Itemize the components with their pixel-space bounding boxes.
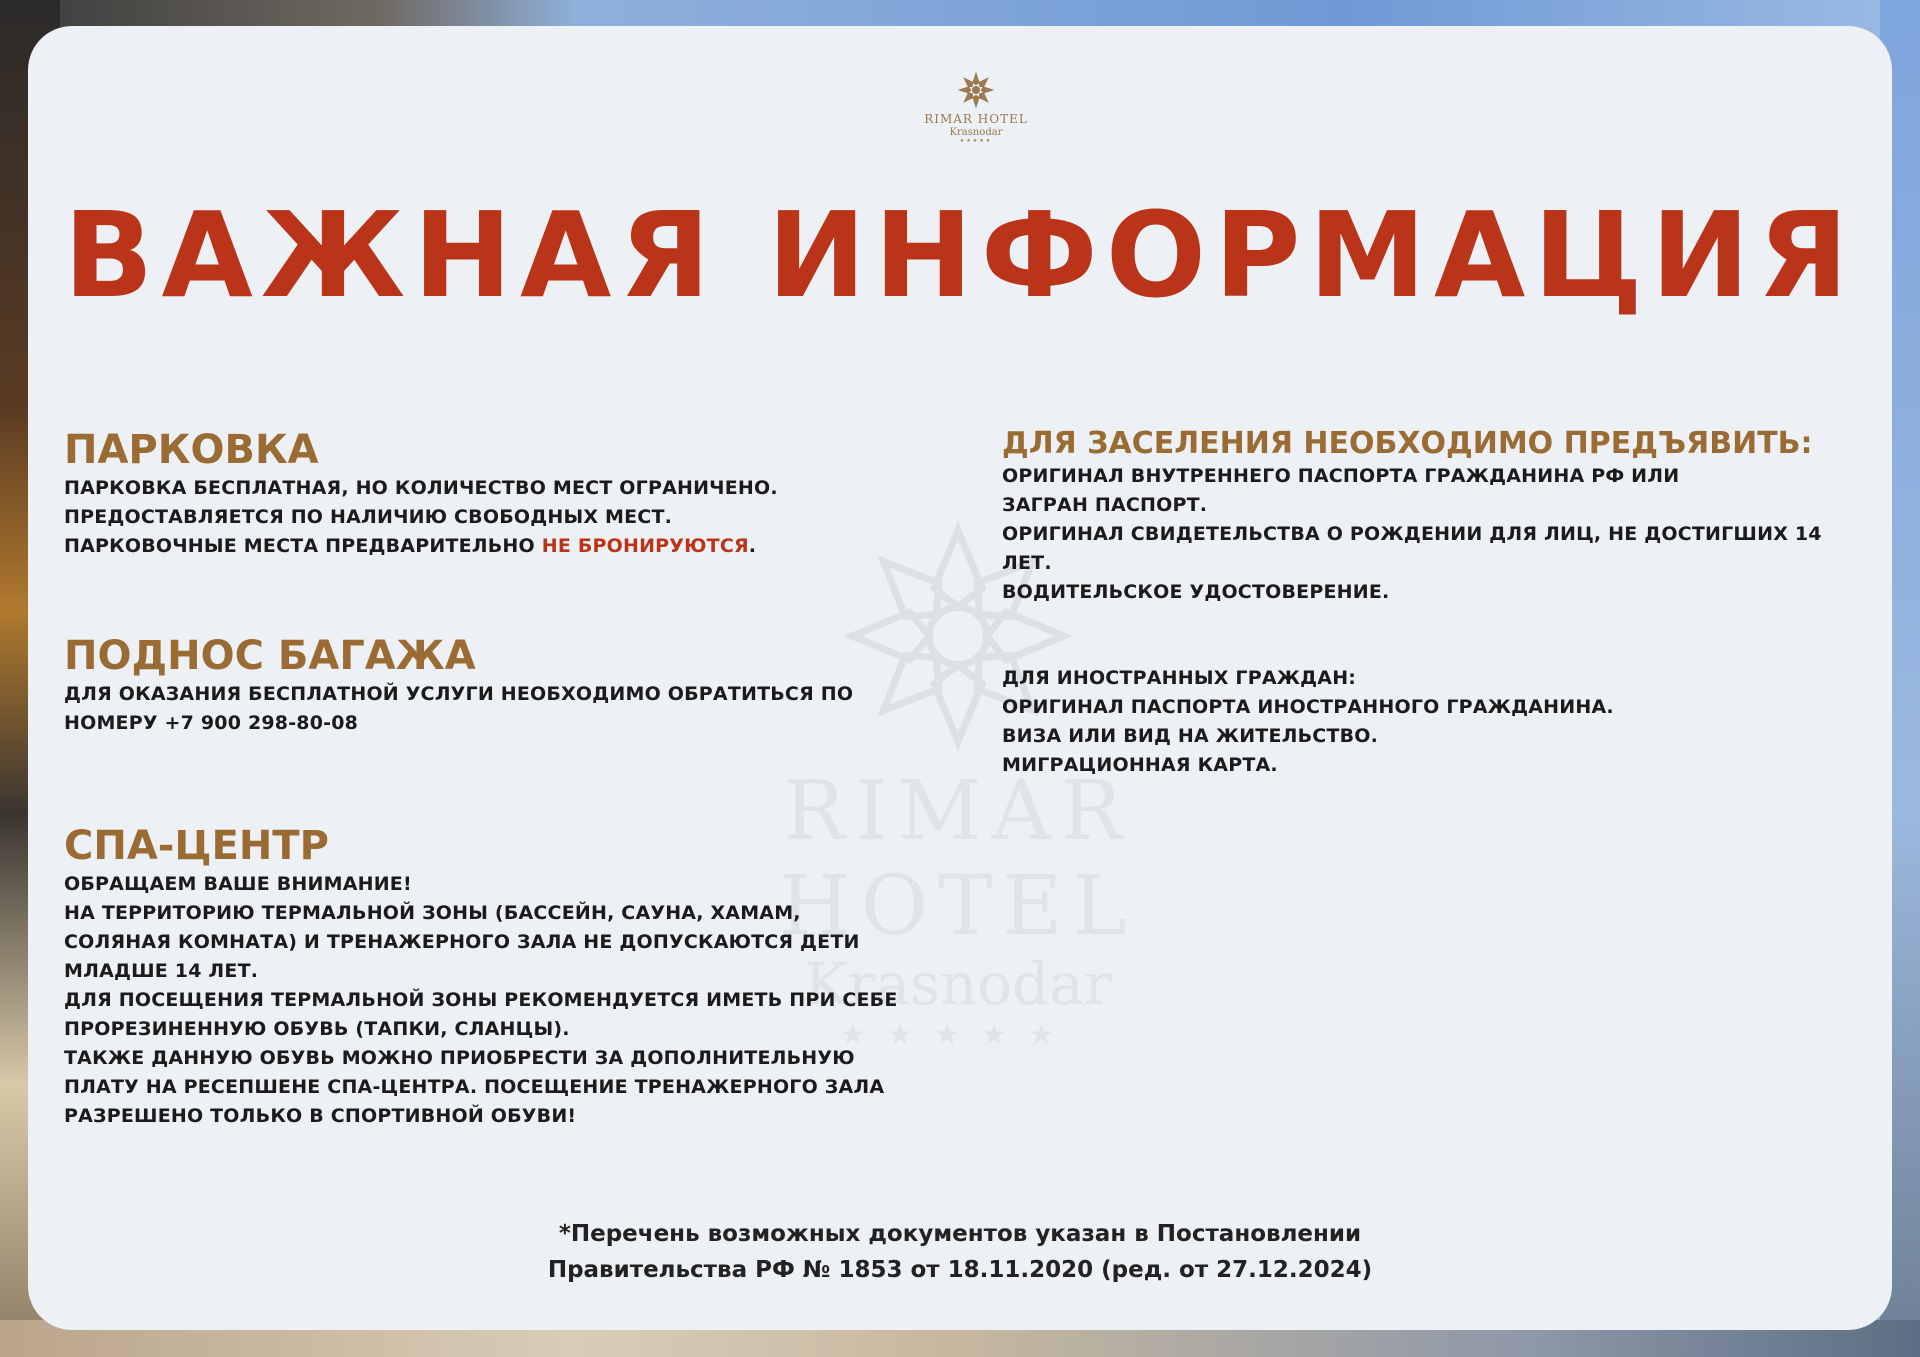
parking-line [64, 532, 964, 561]
checkin-line: ЛЕТ. [1002, 552, 1052, 574]
spa-line: МЛАДШЕ 14 ЛЕТ. [64, 960, 259, 982]
luggage-section [64, 632, 964, 738]
spa-section [64, 822, 944, 1131]
foreign-text [1002, 664, 1862, 780]
logo-city: Krasnodar [949, 127, 1003, 138]
footnote [28, 1216, 1892, 1288]
checkin-section [1002, 426, 1862, 607]
parking-section [64, 426, 964, 561]
watermark-name: RIMAR HOTEL [779, 764, 1137, 954]
checkin-line: ЗАГРАН ПАСПОРТ. [1002, 494, 1208, 516]
spa-line: СОЛЯНАЯ КОМНАТА) И ТРЕНАЖЕРНОГО ЗАЛА НЕ ДОПУСКАЮТСЯ ДЕТИ [64, 931, 860, 953]
luggage-line: ДЛЯ ОКАЗАНИЯ БЕСПЛАТНОЙ УСЛУГИ НЕОБХОДИМО ОБРАТИТЬСЯ ПО [64, 683, 854, 705]
spa-heading: СПА-ЦЕНТР [64, 823, 329, 869]
checkin-line: ОРИГИНАЛ ВНУТРЕННЕГО ПАСПОРТА ГРАЖДАНИНА РФ ИЛИ [1002, 465, 1680, 487]
parking-not-reserved-highlight: НЕ БРОНИРУЮТСЯ [541, 535, 749, 557]
logo-name: RIMAR HOTEL [924, 112, 1028, 126]
spa-line: ПРОРЕЗИНЕННУЮ ОБУВЬ (ТАПКИ, СЛАНЦЫ). [64, 1018, 570, 1040]
checkin-heading: ДЛЯ ЗАСЕЛЕНИЯ НЕОБХОДИМО ПРЕДЪЯВИТЬ: [1002, 426, 1813, 461]
luggage-text [64, 680, 964, 738]
footnote-line: Правительства РФ № 1853 от 18.11.2020 (ред. от 27.12.2024) [547, 1257, 1373, 1283]
checkin-line: ОРИГИНАЛ СВИДЕТЕЛЬСТВА О РОЖДЕНИИ ДЛЯ ЛИЦ, НЕ ДОСТИГШИХ 14 [1002, 523, 1822, 545]
spa-line: РАЗРЕШЕНО ТОЛЬКО В СПОРТИВНОЙ ОБУВИ! [64, 1105, 577, 1127]
page-title: ВАЖНАЯ ИНФОРМАЦИЯ [63, 186, 1857, 324]
foreign-heading: ДЛЯ ИНОСТРАННЫХ ГРАЖДАН: [1002, 667, 1357, 689]
info-card [28, 26, 1892, 1330]
spa-line: ОБРАЩАЕМ ВАШЕ ВНИМАНИЕ! [64, 873, 412, 895]
parking-text [64, 474, 964, 561]
foreign-line: ВИЗА ИЛИ ВИД НА ЖИТЕЛЬСТВО. [1002, 725, 1379, 747]
foreign-line: МИГРАЦИОННАЯ КАРТА. [1002, 754, 1278, 776]
spa-line: ДЛЯ ПОСЕЩЕНИЯ ТЕРМАЛЬНОЙ ЗОНЫ РЕКОМЕНДУЕТСЯ ИМЕТЬ ПРИ СЕБЕ [64, 989, 898, 1011]
spa-line: НА ТЕРРИТОРИЮ ТЕРМАЛЬНОЙ ЗОНЫ (БАССЕЙН, САУНА, ХАМАМ, [64, 902, 801, 924]
spa-text [64, 870, 944, 1131]
parking-line-prefix: ПАРКОВОЧНЫЕ МЕСТА ПРЕДВАРИТЕЛЬНО [64, 535, 542, 557]
parking-line: ПАРКОВКА БЕСПЛАТНАЯ, НО КОЛИЧЕСТВО МЕСТ ОГРАНИЧЕНО. [64, 477, 778, 499]
hotel-logo [898, 70, 1054, 144]
parking-line-suffix: . [748, 535, 757, 557]
luggage-phone-line: НОМЕРУ +7 900 298-80-08 [64, 712, 359, 734]
checkin-line: ВОДИТЕЛЬСКОЕ УДОСТОВЕРЕНИЕ. [1002, 581, 1390, 603]
watermark-city: Krasnodar [804, 950, 1112, 1018]
spa-line: ТАКЖЕ ДАННУЮ ОБУВЬ МОЖНО ПРИОБРЕСТИ ЗА ДОПОЛНИТЕЛЬНУЮ [64, 1047, 855, 1069]
logo-stars: ★★★★★ [959, 138, 993, 144]
checkin-text [1002, 462, 1862, 607]
footnote-line: *Перечень возможных документов указан в Постановлении [558, 1221, 1362, 1247]
parking-line: ПРЕДОСТАВЛЯЕТСЯ ПО НАЛИЧИЮ СВОБОДНЫХ МЕСТ. [64, 506, 673, 528]
luggage-heading: ПОДНОС БАГАЖА [64, 633, 476, 679]
foreign-citizens-section [1002, 664, 1862, 780]
hotel-emblem-icon [956, 70, 996, 110]
spa-line: ПЛАТУ НА РЕСЕПШЕНЕ СПА-ЦЕНТРА. ПОСЕЩЕНИЕ ТРЕНАЖЕРНОГО ЗАЛА [64, 1076, 885, 1098]
watermark-stars: ★★★★★ [840, 1018, 1076, 1051]
foreign-line: ОРИГИНАЛ ПАСПОРТА ИНОСТРАННОГО ГРАЖДАНИНА. [1002, 696, 1614, 718]
parking-heading: ПАРКОВКА [64, 427, 319, 473]
